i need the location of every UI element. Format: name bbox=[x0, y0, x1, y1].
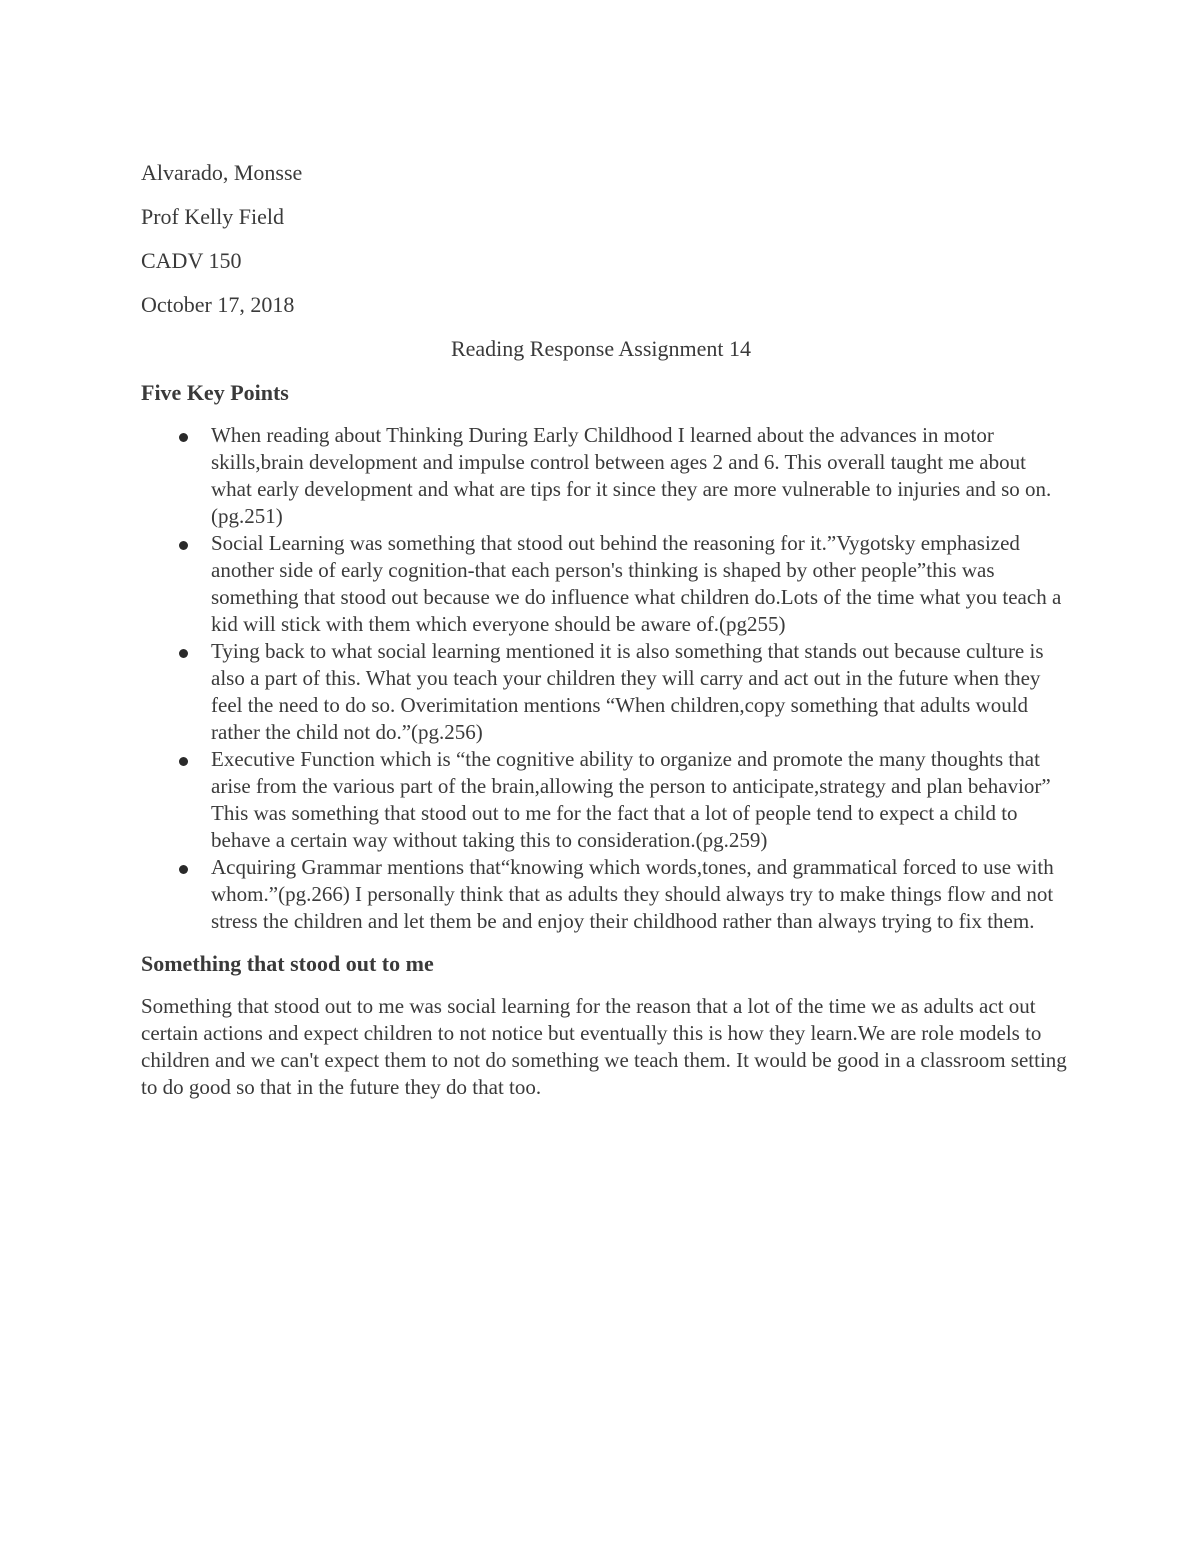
professor-name: Prof Kelly Field bbox=[141, 204, 284, 229]
document-date: October 17, 2018 bbox=[141, 292, 295, 317]
list-item bbox=[141, 638, 1071, 746]
list-item-text: Acquiring Grammar mentions that“knowing which words,tones, and grammatical forced to use with whom.”(pg.266) I personally think that as adults they should always try to make things flow and not stress the children and let them be and enjoy their childhood rather than always trying to fix them. bbox=[211, 855, 1054, 933]
list-item bbox=[141, 530, 1071, 638]
list-item bbox=[141, 422, 1071, 530]
document-page bbox=[141, 158, 1071, 1101]
bullet-icon bbox=[179, 541, 188, 550]
document-title: Reading Response Assignment 14 bbox=[450, 336, 752, 361]
key-points-heading: Five Key Points bbox=[141, 380, 289, 405]
list-item bbox=[141, 746, 1071, 854]
stood-out-heading: Something that stood out to me bbox=[141, 951, 434, 976]
student-name: Alvarado, Monsse bbox=[141, 160, 303, 185]
list-item-text: When reading about Thinking During Early Childhood I learned about the advances in motor skills,brain development and impulse control between ages 2 and 6. This overall taught me about what early development and what are tips for it since they are more vulnerable to injuries and so on. (pg.251) bbox=[211, 423, 1052, 528]
list-item-text: Executive Function which is “the cognitive ability to organize and promote the many thoughts that arise from the various part of the brain,allowing the person to anticipate,strategy and plan behavior” This was something that stood out to me for the fact that a lot of people tend to expect a child to behave a certain way without taking this to consideration.(pg.259) bbox=[211, 747, 1051, 852]
bullet-icon bbox=[179, 649, 188, 658]
bullet-icon bbox=[179, 433, 188, 442]
list-item-text: Tying back to what social learning mentioned it is also something that stands out because culture is also a part of this. What you teach your children they will carry and act out in the future when they feel the need to do so. Overimitation mentions “When children,copy something that adults would rather the child not do.”(pg.256) bbox=[211, 639, 1044, 744]
bullet-icon bbox=[179, 757, 188, 766]
bullet-icon bbox=[179, 865, 188, 874]
list-item-text: Social Learning was something that stood out behind the reasoning for it.”Vygotsky emphasized another side of early cognition-that each person's thinking is shaped by other people”this was something that stood out because we do influence what children do.Lots of the time what you teach a kid will stick with them which everyone should be aware of.(pg255) bbox=[211, 531, 1062, 636]
key-points-list bbox=[141, 422, 1071, 935]
stood-out-paragraph: Something that stood out to me was social learning for the reason that a lot of the time we as adults act out certain actions and expect children to not notice but eventually this is how they learn.We are role models to children and we can't expect them to not do something we teach them. It would be good in a classroom setting to do good so that in the future they do that too. bbox=[141, 994, 1067, 1099]
list-item bbox=[141, 854, 1071, 935]
course-code: CADV 150 bbox=[141, 248, 242, 273]
